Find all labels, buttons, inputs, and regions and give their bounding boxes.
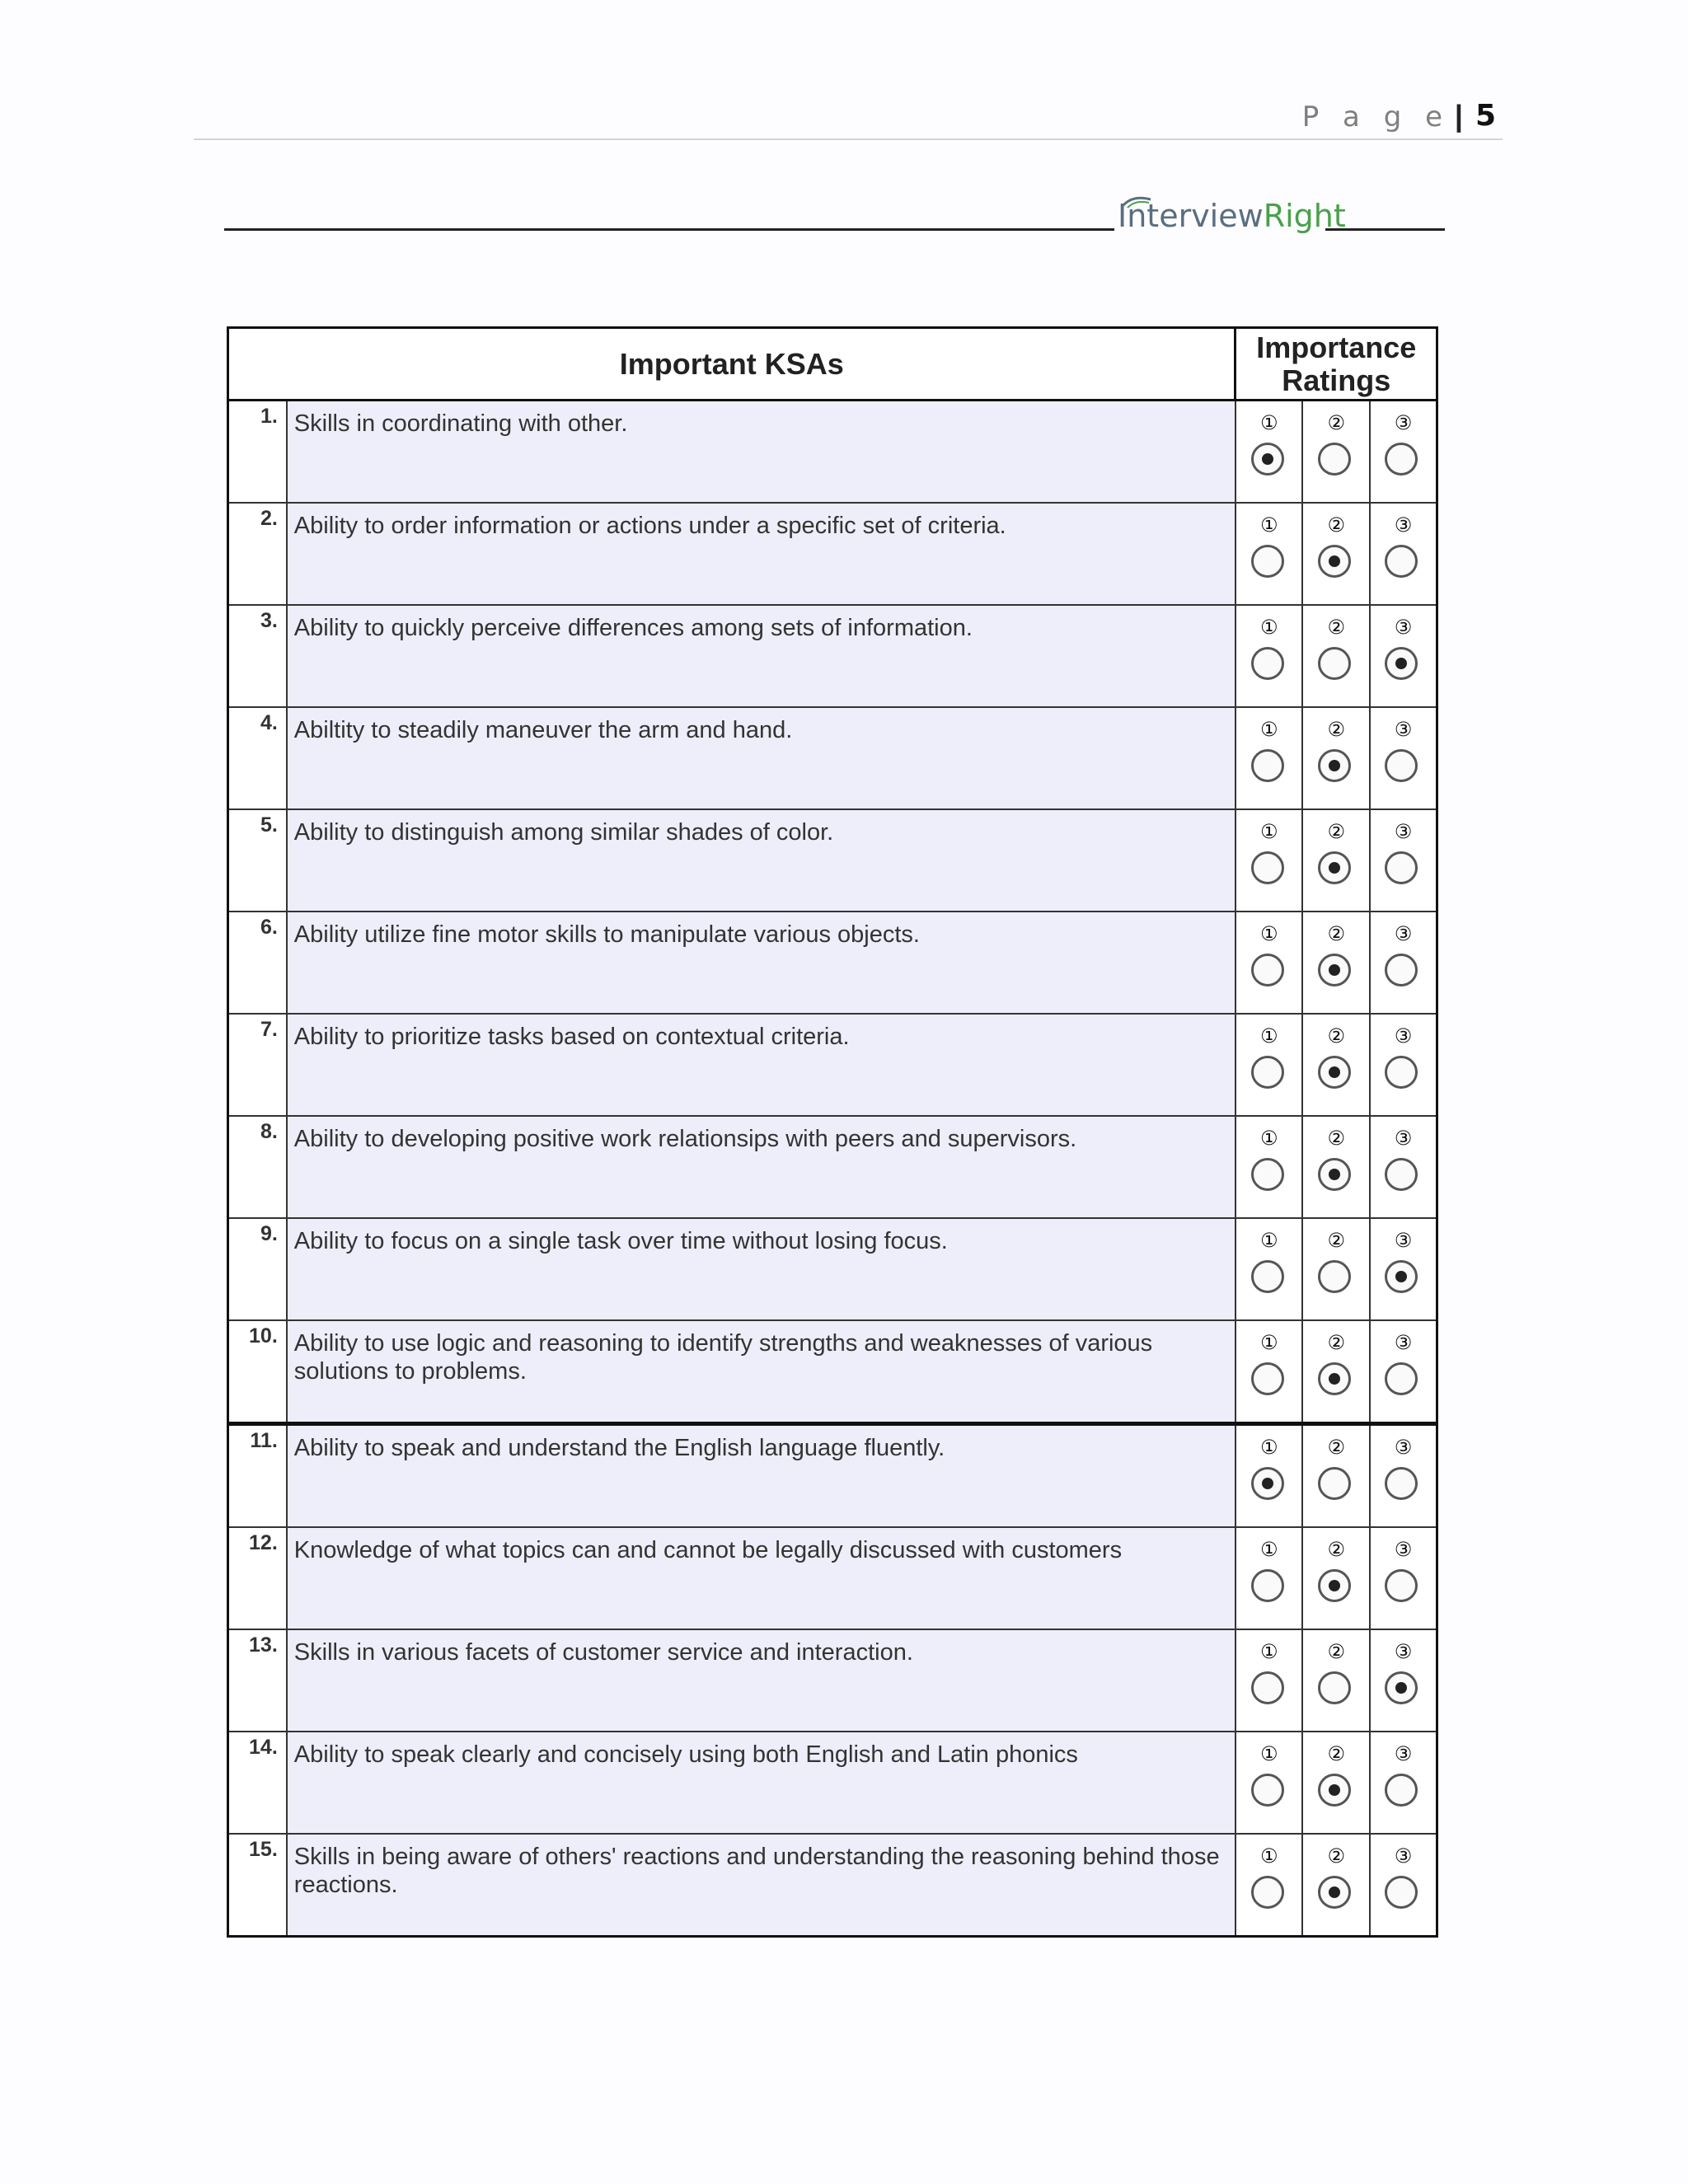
rating-label: ② xyxy=(1327,513,1345,537)
rating-cell-3 xyxy=(1370,1527,1437,1629)
rating-label: ② xyxy=(1327,820,1345,843)
rating-cell-3 xyxy=(1370,1116,1437,1218)
item-number: 2. xyxy=(228,503,287,605)
ksa-text: Ability utilize fine motor skills to manipulate various objects. xyxy=(287,912,1236,1014)
rating-radio-1[interactable] xyxy=(1251,1056,1284,1089)
rating-cell-1 xyxy=(1236,503,1302,605)
rating-label: ① xyxy=(1259,1436,1278,1459)
rating-radio-2[interactable] xyxy=(1318,1260,1351,1293)
logo-text-right: Right xyxy=(1263,198,1346,234)
rating-cell-1 xyxy=(1236,1218,1302,1320)
rating-label: ① xyxy=(1259,922,1278,945)
rating-cell-1 xyxy=(1236,1116,1302,1218)
rating-radio-2[interactable] xyxy=(1318,1158,1351,1191)
rating-cell-2 xyxy=(1302,1527,1369,1629)
rating-label: ③ xyxy=(1394,1331,1413,1354)
logo-rule-left xyxy=(224,228,1114,231)
rating-cell-1 xyxy=(1236,1732,1302,1834)
rating-cell-3 xyxy=(1370,1732,1437,1834)
logo-rule-right xyxy=(1325,228,1445,231)
table-row xyxy=(228,809,1437,912)
ksa-text: Skills in various facets of customer service and interaction. xyxy=(287,1629,1236,1732)
ksa-text: Abiltity to steadily maneuver the arm and hand. xyxy=(287,707,1236,809)
rating-radio-1[interactable] xyxy=(1251,851,1284,884)
item-number: 3. xyxy=(228,605,287,707)
table-row xyxy=(228,605,1437,707)
item-number: 1. xyxy=(228,401,287,504)
rating-radio-1[interactable] xyxy=(1251,443,1284,476)
rating-cell-2 xyxy=(1302,401,1369,504)
table-row xyxy=(228,1629,1437,1732)
ksa-text: Ability to developing positive work relationsips with peers and supervisors. xyxy=(287,1116,1236,1218)
rating-label: ③ xyxy=(1394,1538,1413,1561)
rating-radio-3[interactable] xyxy=(1385,1876,1418,1909)
rating-cell-3 xyxy=(1370,1834,1437,1937)
rating-cell-2 xyxy=(1302,1629,1369,1732)
rating-cell-3 xyxy=(1370,1320,1437,1424)
rating-cell-1 xyxy=(1236,707,1302,809)
rating-radio-3[interactable] xyxy=(1385,1569,1418,1602)
table-row xyxy=(228,912,1437,1014)
rating-label: ② xyxy=(1327,1538,1345,1561)
item-number: 8. xyxy=(228,1116,287,1218)
rating-radio-1[interactable] xyxy=(1251,1158,1284,1191)
rating-cell-1 xyxy=(1236,1834,1302,1937)
rating-label: ① xyxy=(1259,1742,1278,1765)
item-number: 12. xyxy=(228,1527,287,1629)
rating-label: ② xyxy=(1327,1229,1345,1252)
rating-label: ② xyxy=(1327,1844,1345,1868)
rating-label: ③ xyxy=(1394,411,1413,434)
rating-label: ③ xyxy=(1394,1742,1413,1765)
rating-cell-3 xyxy=(1370,503,1437,605)
swoosh-icon xyxy=(1121,193,1154,209)
rating-radio-2[interactable] xyxy=(1318,1569,1351,1602)
rating-cell-2 xyxy=(1302,912,1369,1014)
item-number: 11. xyxy=(228,1424,287,1528)
header-important-ksas: Important KSAs xyxy=(228,328,1236,401)
item-number: 14. xyxy=(228,1732,287,1834)
rating-label: ③ xyxy=(1394,616,1413,639)
rating-label: ① xyxy=(1259,1538,1278,1561)
rating-label: ① xyxy=(1259,1024,1278,1047)
rating-label: ① xyxy=(1259,1640,1278,1663)
rating-cell-2 xyxy=(1302,1014,1369,1116)
rating-radio-2[interactable] xyxy=(1318,545,1351,578)
rating-radio-2[interactable] xyxy=(1318,1876,1351,1909)
rating-label: ② xyxy=(1327,1127,1345,1150)
rating-radio-3[interactable] xyxy=(1385,1671,1418,1704)
rating-radio-3[interactable] xyxy=(1385,851,1418,884)
rating-radio-2[interactable] xyxy=(1318,647,1351,680)
rating-label: ① xyxy=(1259,1331,1278,1354)
rating-cell-2 xyxy=(1302,605,1369,707)
table-row xyxy=(228,1320,1437,1424)
rating-radio-3[interactable] xyxy=(1385,647,1418,680)
rating-cell-2 xyxy=(1302,1834,1369,1937)
table-row xyxy=(228,1116,1437,1218)
table-row xyxy=(228,1732,1437,1834)
rating-cell-1 xyxy=(1236,809,1302,912)
rating-cell-2 xyxy=(1302,1424,1369,1528)
ksa-text: Ability to focus on a single task over time without losing focus. xyxy=(287,1218,1236,1320)
rating-label: ① xyxy=(1259,718,1278,741)
rating-label: ③ xyxy=(1394,513,1413,537)
rating-cell-2 xyxy=(1302,707,1369,809)
rating-cell-2 xyxy=(1302,1218,1369,1320)
ksa-text: Ability to distinguish among similar shades of color. xyxy=(287,809,1236,912)
rating-cell-2 xyxy=(1302,1732,1369,1834)
ksa-text: Ability to use logic and reasoning to identify strengths and weaknesses of various solutions to problems. xyxy=(287,1320,1236,1424)
rating-label: ③ xyxy=(1394,1640,1413,1663)
rating-radio-3[interactable] xyxy=(1385,1362,1418,1395)
ksa-text: Ability to speak clearly and concisely using both English and Latin phonics xyxy=(287,1732,1236,1834)
rating-label: ③ xyxy=(1394,1024,1413,1047)
rating-cell-3 xyxy=(1370,912,1437,1014)
table-body xyxy=(228,401,1437,1937)
rating-cell-1 xyxy=(1236,1629,1302,1732)
rating-cell-3 xyxy=(1370,1424,1437,1528)
ksa-text: Skills in coordinating with other. xyxy=(287,401,1236,504)
rating-cell-2 xyxy=(1302,503,1369,605)
rating-cell-1 xyxy=(1236,605,1302,707)
rating-radio-2[interactable] xyxy=(1318,1056,1351,1089)
ksa-text: Ability to prioritize tasks based on contextual criteria. xyxy=(287,1014,1236,1116)
rating-radio-1[interactable] xyxy=(1251,1467,1284,1500)
item-number: 5. xyxy=(228,809,287,912)
rating-radio-3[interactable] xyxy=(1385,1774,1418,1807)
rating-radio-3[interactable] xyxy=(1385,954,1418,987)
rating-cell-1 xyxy=(1236,401,1302,504)
table-row xyxy=(228,503,1437,605)
rating-label: ① xyxy=(1259,513,1278,537)
table-row xyxy=(228,1424,1437,1528)
header-importance-ratings: Importance Ratings xyxy=(1236,328,1437,401)
rating-radio-1[interactable] xyxy=(1251,1362,1284,1395)
rating-radio-2[interactable] xyxy=(1318,851,1351,884)
rating-radio-2[interactable] xyxy=(1318,1774,1351,1807)
logo-text-interview: Interview xyxy=(1118,198,1264,234)
rating-radio-2[interactable] xyxy=(1318,1362,1351,1395)
ksa-text: Knowledge of what topics can and cannot be legally discussed with customers xyxy=(287,1527,1236,1629)
rating-cell-3 xyxy=(1370,1014,1437,1116)
rating-radio-3[interactable] xyxy=(1385,443,1418,476)
table-row xyxy=(228,1527,1437,1629)
table-row xyxy=(228,401,1437,504)
rating-radio-1[interactable] xyxy=(1251,1260,1284,1293)
rating-label: ② xyxy=(1327,1024,1345,1047)
ksa-ratings-table xyxy=(227,326,1438,1938)
rating-radio-1[interactable] xyxy=(1251,1671,1284,1704)
rating-label: ① xyxy=(1259,1229,1278,1252)
rating-radio-1[interactable] xyxy=(1251,647,1284,680)
rating-label: ③ xyxy=(1394,1844,1413,1868)
rating-radio-1[interactable] xyxy=(1251,1774,1284,1807)
ksa-text: Ability to order information or actions under a specific set of criteria. xyxy=(287,503,1236,605)
rating-label: ② xyxy=(1327,616,1345,639)
rating-cell-3 xyxy=(1370,809,1437,912)
rating-label: ② xyxy=(1327,1436,1345,1459)
rating-radio-2[interactable] xyxy=(1318,443,1351,476)
rating-label: ② xyxy=(1327,1742,1345,1765)
rating-radio-3[interactable] xyxy=(1385,1056,1418,1089)
ksa-text: Ability to quickly perceive differences among sets of information. xyxy=(287,605,1236,707)
rating-radio-2[interactable] xyxy=(1318,1671,1351,1704)
rating-label: ① xyxy=(1259,411,1278,434)
rating-radio-1[interactable] xyxy=(1251,954,1284,987)
rating-cell-1 xyxy=(1236,1424,1302,1528)
item-number: 15. xyxy=(228,1834,287,1937)
rating-cell-1 xyxy=(1236,1014,1302,1116)
page-number: 5 xyxy=(1475,99,1496,133)
rating-radio-1[interactable] xyxy=(1251,749,1284,782)
rating-label: ② xyxy=(1327,1331,1345,1354)
table-row xyxy=(228,1834,1437,1937)
page-header xyxy=(194,97,1503,140)
item-number: 6. xyxy=(228,912,287,1014)
rating-radio-1[interactable] xyxy=(1251,1569,1284,1602)
interviewright-logo xyxy=(1118,198,1346,247)
rating-cell-3 xyxy=(1370,401,1437,504)
table-row xyxy=(228,1218,1437,1320)
rating-label: ③ xyxy=(1394,1436,1413,1459)
rating-radio-3[interactable] xyxy=(1385,749,1418,782)
rating-label: ② xyxy=(1327,922,1345,945)
rating-label: ③ xyxy=(1394,922,1413,945)
rating-label: ① xyxy=(1259,616,1278,639)
rating-label: ③ xyxy=(1394,1229,1413,1252)
rating-radio-3[interactable] xyxy=(1385,545,1418,578)
rating-label: ③ xyxy=(1394,718,1413,741)
rating-label: ① xyxy=(1259,1844,1278,1868)
ksa-text: Skills in being aware of others' reactions and understanding the reasoning behind those reactions. xyxy=(287,1834,1236,1937)
rating-cell-2 xyxy=(1302,1116,1369,1218)
rating-radio-2[interactable] xyxy=(1318,1467,1351,1500)
rating-radio-3[interactable] xyxy=(1385,1260,1418,1293)
rating-label: ① xyxy=(1259,820,1278,843)
rating-label: ② xyxy=(1327,411,1345,434)
ksa-text: Ability to speak and understand the English language fluently. xyxy=(287,1424,1236,1528)
rating-cell-3 xyxy=(1370,1218,1437,1320)
table-row xyxy=(228,707,1437,809)
rating-label: ③ xyxy=(1394,1127,1413,1150)
page-label: P a g e xyxy=(1301,101,1450,134)
rating-cell-2 xyxy=(1302,809,1369,912)
rating-label: ① xyxy=(1259,1127,1278,1150)
rating-radio-2[interactable] xyxy=(1318,749,1351,782)
rating-cell-1 xyxy=(1236,1320,1302,1424)
rating-cell-1 xyxy=(1236,1527,1302,1629)
rating-cell-2 xyxy=(1302,1320,1369,1424)
rating-label: ② xyxy=(1327,718,1345,741)
page-separator: | xyxy=(1454,99,1463,133)
item-number: 10. xyxy=(228,1320,287,1424)
item-number: 13. xyxy=(228,1629,287,1732)
rating-cell-1 xyxy=(1236,912,1302,1014)
rating-cell-3 xyxy=(1370,707,1437,809)
rating-label: ② xyxy=(1327,1640,1345,1663)
table-row xyxy=(228,1014,1437,1116)
rating-radio-1[interactable] xyxy=(1251,1876,1284,1909)
rating-radio-3[interactable] xyxy=(1385,1158,1418,1191)
rating-radio-1[interactable] xyxy=(1251,545,1284,578)
item-number: 4. xyxy=(228,707,287,809)
rating-cell-3 xyxy=(1370,605,1437,707)
rating-label: ③ xyxy=(1394,820,1413,843)
item-number: 7. xyxy=(228,1014,287,1116)
rating-cell-3 xyxy=(1370,1629,1437,1732)
rating-radio-2[interactable] xyxy=(1318,954,1351,987)
rating-radio-3[interactable] xyxy=(1385,1467,1418,1500)
table-header-row xyxy=(228,328,1437,401)
item-number: 9. xyxy=(228,1218,287,1320)
